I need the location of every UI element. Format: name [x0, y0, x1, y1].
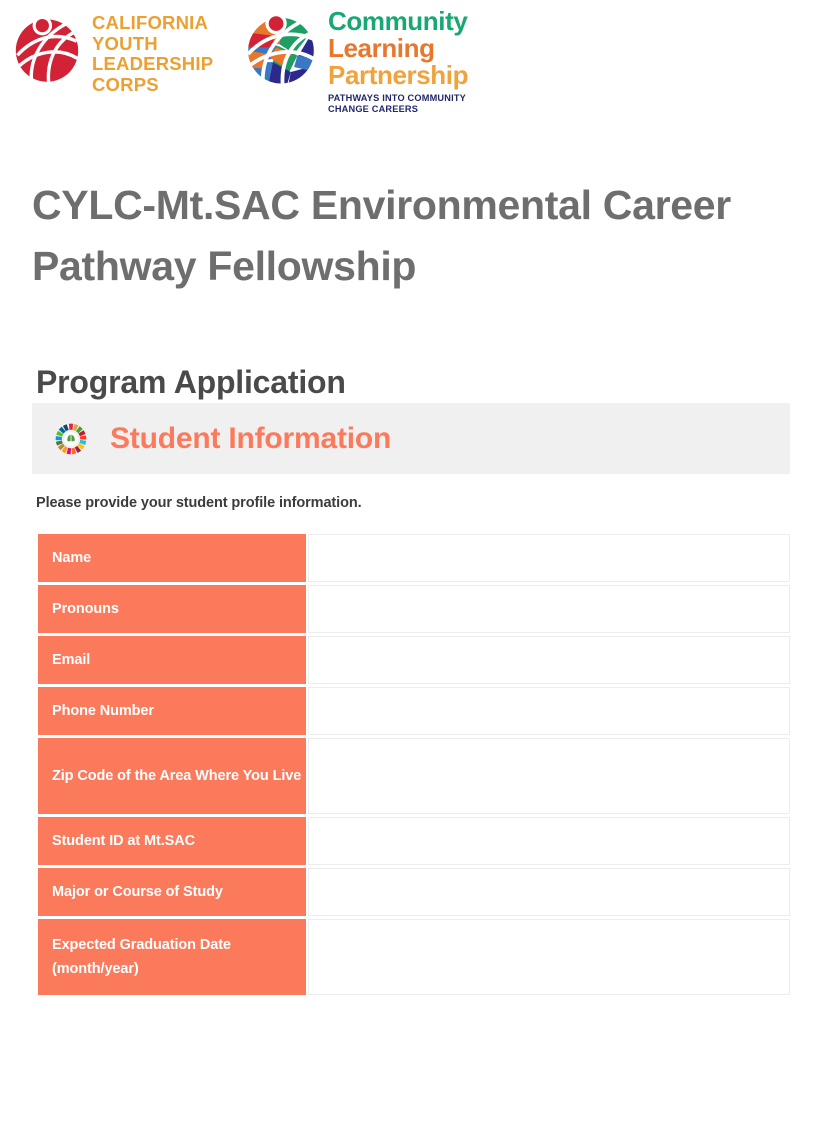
student-information-banner	[32, 403, 790, 474]
table-row	[38, 868, 790, 916]
table-row	[38, 687, 790, 735]
clp-tagline-line-1: PATHWAYS INTO COMMUNITY	[328, 93, 466, 103]
clp-line-learning: Learning	[328, 33, 435, 63]
clp-line-partnership: Partnership	[328, 60, 469, 90]
table-row	[38, 738, 790, 814]
multicolor-globe-figure-icon	[240, 8, 322, 95]
sdg-color-wheel-icon	[52, 420, 90, 458]
instruction-text: Please provide your student profile information.	[36, 495, 362, 511]
table-row	[38, 636, 790, 684]
field-input-student-id[interactable]	[308, 817, 790, 865]
field-label-phone-number: Phone Number	[38, 687, 306, 735]
field-label-student-id: Student ID at Mt.SAC	[38, 817, 306, 865]
clp-logo	[240, 8, 468, 115]
clp-wordmark	[328, 8, 468, 115]
table-row	[38, 817, 790, 865]
banner-label: Student Information	[110, 421, 392, 455]
field-input-phone-number[interactable]	[308, 687, 790, 735]
cylc-wordmark	[92, 13, 213, 95]
field-input-name[interactable]	[308, 534, 790, 582]
section-title: Program Application	[36, 363, 346, 400]
cylc-line-1: CALIFORNIA	[92, 12, 209, 33]
clp-line-community: Community	[328, 6, 468, 36]
field-input-email[interactable]	[308, 636, 790, 684]
cylc-logo	[8, 10, 213, 95]
field-label-email: Email	[38, 636, 306, 684]
table-row	[38, 585, 790, 633]
field-label-name: Name	[38, 534, 306, 582]
red-globe-figure-icon	[8, 10, 86, 93]
field-input-pronouns[interactable]	[308, 585, 790, 633]
field-label-major: Major or Course of Study	[38, 868, 306, 916]
field-input-zip-code[interactable]	[308, 738, 790, 814]
clp-tagline-line-2: CHANGE CAREERS	[328, 104, 419, 115]
field-input-expected-graduation[interactable]	[308, 919, 790, 995]
table-row	[38, 534, 790, 582]
cylc-line-2: YOUTH	[92, 32, 158, 54]
cylc-line-3: LEADERSHIP	[92, 53, 214, 74]
field-label-zip-code: Zip Code of the Area Where You Live	[38, 738, 306, 814]
student-information-form	[38, 534, 790, 998]
field-input-major[interactable]	[308, 868, 790, 916]
field-label-pronouns: Pronouns	[38, 585, 306, 633]
field-label-expected-graduation: Expected Graduation Date (month/year)	[38, 919, 306, 995]
clp-tagline	[328, 93, 468, 115]
logo-header	[0, 0, 828, 120]
page-title: CYLC-Mt.SAC Environmental Career Pathway Fellowship	[32, 182, 731, 290]
table-row	[38, 919, 790, 995]
cylc-line-4: CORPS	[92, 73, 159, 95]
